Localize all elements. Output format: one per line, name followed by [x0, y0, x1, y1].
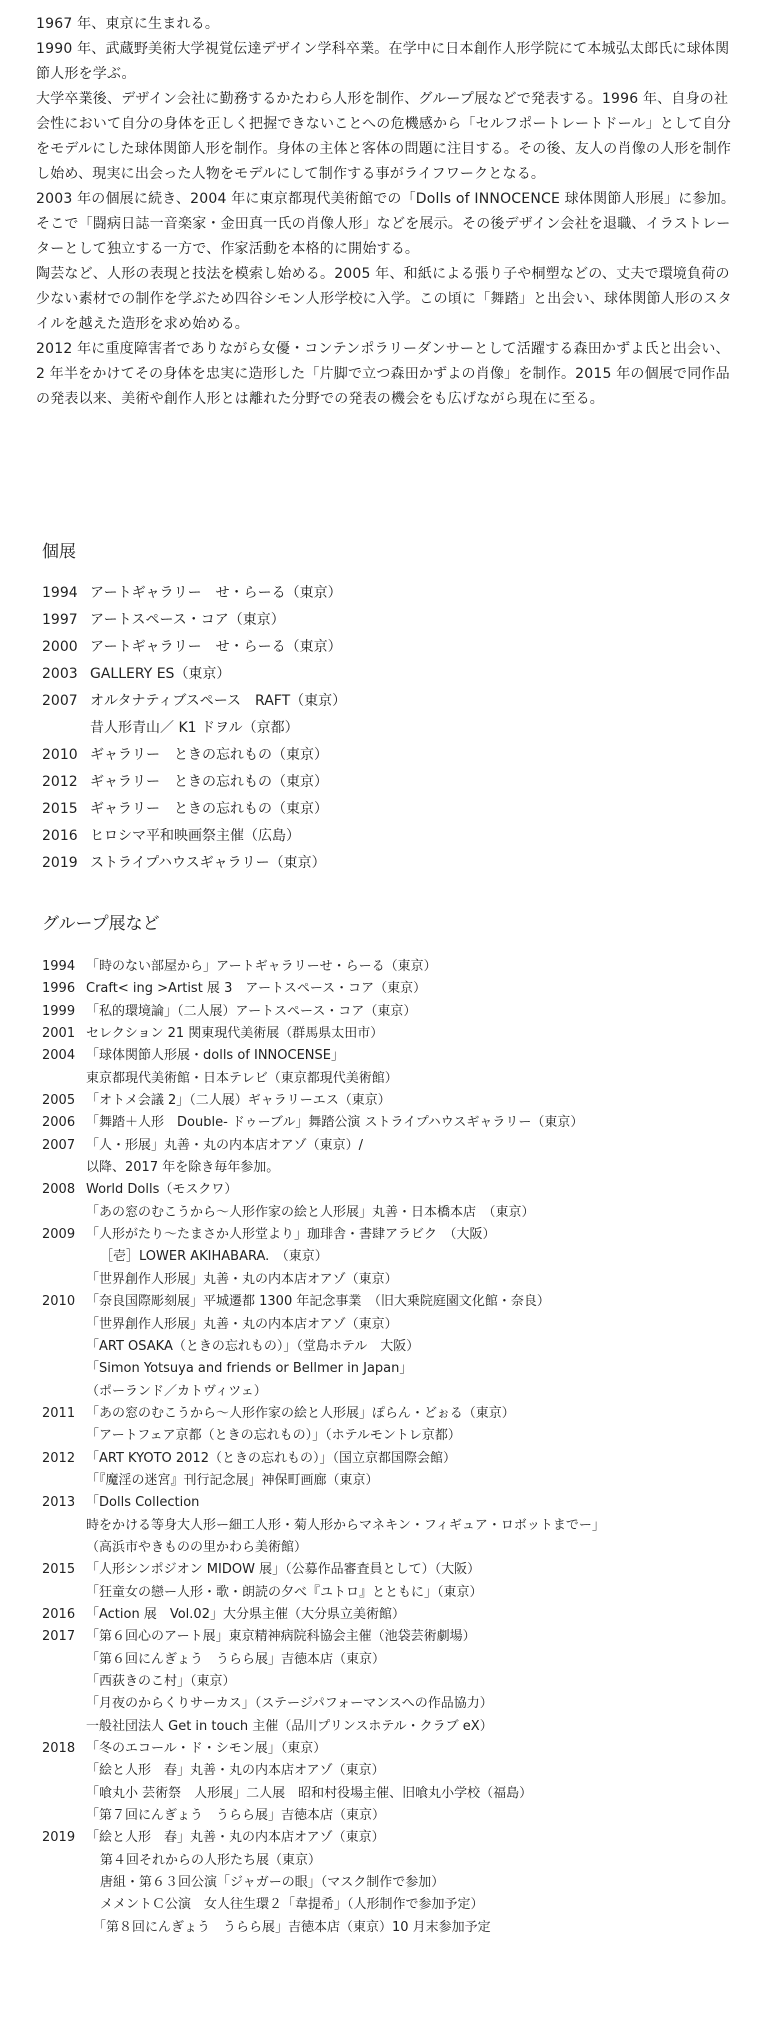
group-exhibition-row: [42, 1470, 742, 1492]
group-exhibition-row: [42, 1850, 742, 1872]
group-exhibition-row: [42, 1783, 742, 1805]
exhibition-title: 「喰丸小 芸術祭 人形展」二人展 昭和村役場主催、旧喰丸小学校（福島）: [86, 1785, 533, 1801]
group-exhibitions-list: [42, 956, 742, 1939]
exhibition-title: 「人・形展」丸善・丸の内本店オアゾ（東京）/: [86, 1137, 363, 1153]
group-exhibition-row: [42, 1515, 742, 1537]
group-exhibition-row: [42, 1626, 742, 1648]
exhibition-title: 「絵と人形 春」丸善・丸の内本店オアゾ（東京）: [86, 1763, 385, 1779]
group-exhibition-row: [42, 1827, 742, 1849]
exhibition-year: 2007: [42, 693, 78, 709]
exhibition-title: 以降、2017 年を除き毎年参加。: [86, 1160, 280, 1176]
solo-exhibition-row: [42, 607, 722, 634]
exhibition-title: 「『魔淫の迷宮』刊行記念展」神保町画廊（東京）: [86, 1472, 379, 1488]
bio-paragraph: 大学卒業後、デザイン会社に勤務するかたわら人形を制作、グループ展などで発表する。1996 年、自身の社会性において自分の身体を正しく把握できないことへの危機感から「セルフポートレートドール」として自分をモデルにした球体関節人形を制作。身体の主体と客体の問題に注目する。その後、友人の肖像の人形を制作し始め、現実に出会った人物をモデルにして制作する事がライフワークとなる。: [36, 91, 732, 182]
group-exhibition-row: [42, 1492, 742, 1514]
exhibition-year: [42, 1760, 86, 1782]
group-exhibition-row: [42, 1314, 742, 1336]
exhibition-year: [42, 1269, 86, 1291]
exhibition-title: 時をかける等身大人形ー細工人形・菊人形からマネキン・フィギュア・ロボットまでー」: [86, 1517, 605, 1533]
exhibition-title: ギャラリー ときの忘れもの（東京）: [90, 774, 328, 790]
exhibition-year: [42, 1805, 86, 1827]
solo-exhibition-row: [42, 634, 722, 661]
solo-exhibition-row: [42, 742, 722, 769]
group-exhibition-row: [42, 1157, 742, 1179]
exhibition-year: 2016: [42, 828, 78, 844]
solo-exhibition-row: [42, 715, 722, 742]
exhibition-year: [42, 1246, 86, 1268]
exhibition-title: ギャラリー ときの忘れもの（東京）: [90, 801, 328, 817]
exhibition-year: 1994: [42, 959, 76, 974]
exhibition-year: 2017: [42, 1629, 76, 1645]
exhibition-year: [42, 1470, 86, 1492]
exhibition-year: 2006: [42, 1115, 76, 1131]
biography: [36, 12, 736, 412]
group-exhibition-row: [42, 1090, 742, 1112]
exhibition-year: [42, 1582, 86, 1604]
exhibition-year: [42, 1872, 86, 1894]
exhibition-year: [42, 1381, 86, 1403]
exhibition-title: （ポーランド／カトヴィツェ）: [86, 1383, 267, 1399]
exhibition-title: 「第７回にんぎょう うらら展」吉徳本店（東京）: [86, 1808, 386, 1824]
solo-exhibition-row: [42, 688, 722, 715]
exhibition-title: 「時のない部屋から」アートギャラリーせ・らーる（東京）: [86, 959, 437, 974]
exhibition-year: 2019: [42, 855, 78, 871]
exhibition-title: 「西荻きのこ村」（東京）: [86, 1674, 236, 1689]
exhibition-year: 2011: [42, 1405, 76, 1421]
exhibition-title: アートギャラリー せ・らーる（東京）: [90, 639, 342, 655]
exhibition-title: 「Dolls Collection: [86, 1495, 200, 1511]
bio-paragraph: 2003 年の個展に続き、2004 年に東京都現代美術館での「Dolls of INNOCENCE 球体関節人形展」に参加。そこで「闘病日誌一音楽家・金田真一氏の肖像人形」などを展示。その後デザイン会社を退職、イラストレーターとして独立する一方で、作家活動を本格的に開始する。: [36, 191, 736, 257]
exhibition-title: ギャラリー ときの忘れもの（東京）: [90, 747, 328, 763]
exhibition-year: [42, 1157, 86, 1179]
exhibition-title: 「オトメ会議 2」（二人展）ギャラリーエス（東京）: [86, 1093, 391, 1109]
exhibition-title: 「Action 展 Vol.02」大分県主催（大分県立美術館）: [86, 1606, 405, 1622]
exhibition-title: Craft< ing >Artist 展 3 アートスペース・コア（東京）: [86, 981, 427, 997]
exhibition-year: 2005: [42, 1093, 76, 1109]
exhibition-year: [42, 1336, 86, 1358]
group-exhibition-row: [42, 1894, 742, 1916]
exhibition-title: 「第８回にんぎょう うらら展」吉徳本店（東京）10 月末参加予定: [93, 1919, 491, 1935]
group-exhibition-row: [42, 978, 742, 1000]
group-exhibition-row: [42, 1291, 742, 1313]
exhibition-year: 2010: [42, 1294, 76, 1310]
exhibition-year: 1996: [42, 981, 76, 997]
exhibition-title: 「ART OSAKA（ときの忘れもの）」（堂島ホテル 大阪）: [86, 1338, 420, 1354]
exhibition-year: 1999: [42, 1003, 76, 1019]
exhibition-title: GALLERY ES（東京）: [90, 666, 231, 682]
exhibition-title: 「奈良国際彫刻展」平城遷都 1300 年記念事業 （旧大乗院庭園文化館・奈良）: [86, 1294, 550, 1310]
exhibition-title: 「人形シンポジオン MIDOW 展」（公募作品審査員として）（大阪）: [86, 1562, 481, 1578]
group-exhibition-row: [42, 1582, 742, 1604]
exhibition-title: 「狂童女の戀ー人形・歌・朗読の夕べ『ユトロ』とともに」（東京）: [86, 1584, 483, 1600]
bio-paragraph: 2012 年に重度障害者でありながら女優・コンテンポラリーダンサーとして活躍する森田かずよ氏と出会い、2 年半をかけてその身体を忠実に造形した「片脚で立つ森田かずよの肖像」を制作。2015 年の個展で同作品の発表以来、美術や創作人形とは離れた分野での発表の機会をも広げながら現在に至る。: [36, 341, 730, 407]
exhibition-title: 「舞踏＋人形 Double- ドゥーブル」舞踏公演 ストライプハウスギャラリー（東京）: [86, 1115, 584, 1131]
group-exhibition-row: [42, 1671, 742, 1693]
exhibition-year: 2010: [42, 747, 78, 763]
exhibition-title: （高浜市やきものの里かわら美術館）: [86, 1539, 308, 1555]
group-exhibition-row: [42, 1559, 742, 1581]
exhibition-year: 2016: [42, 1606, 76, 1622]
exhibition-year: 2013: [42, 1495, 76, 1511]
group-exhibition-row: [42, 1537, 742, 1559]
group-exhibition-row: [42, 1179, 742, 1201]
solo-exhibition-row: [42, 823, 722, 850]
group-exhibition-row: [42, 1403, 742, 1425]
exhibition-title: 「あの窓のむこうから～人形作家の絵と人形展」丸善・日本橋本店 （東京）: [86, 1204, 535, 1220]
exhibition-year: [42, 1537, 86, 1559]
group-exhibition-row: [42, 1068, 742, 1090]
solo-exhibition-row: [42, 661, 722, 688]
group-exhibition-row: [42, 1738, 742, 1760]
exhibition-year: [42, 1358, 86, 1380]
group-exhibition-row: [42, 1425, 742, 1447]
group-exhibition-row: [42, 1649, 742, 1671]
exhibition-title: 「世界創作人形展」丸善・丸の内本店オアゾ（東京）: [86, 1271, 398, 1287]
group-exhibition-row: [42, 1246, 742, 1268]
exhibition-title: 「第６回心のアート展」東京精神病院科協会主催（池袋芸術劇場）: [86, 1629, 476, 1645]
exhibition-year: [42, 1671, 86, 1693]
group-exhibition-row: [42, 1760, 742, 1782]
bio-paragraph: 陶芸など、人形の表現と技法を模索し始める。2005 年、和紙による張り子や桐塑などの、丈夫で環境負荷の少ない素材での制作を学ぶため四谷シモン人形学校に入学。この頃に「舞踏」と出会い、球体関節人形のスタイルを越えた造形を求め始める。: [36, 266, 732, 332]
solo-exhibitions-list: [42, 580, 722, 877]
exhibition-year: [42, 1693, 86, 1715]
exhibition-year: 1997: [42, 612, 78, 628]
exhibition-year: 2019: [42, 1830, 76, 1846]
exhibition-title: 「Simon Yotsuya and friends or Bellmer in Japan」: [86, 1361, 413, 1377]
solo-exhibition-row: [42, 796, 722, 823]
group-exhibition-row: [42, 1135, 742, 1157]
exhibition-year: 2009: [42, 1227, 76, 1243]
exhibition-year: 2003: [42, 666, 78, 682]
group-exhibition-row: [42, 1045, 742, 1067]
exhibition-title: 「あの窓のむこうから～人形作家の絵と人形展」ぽらん・どぉる（東京）: [86, 1405, 515, 1421]
exhibition-title: 「私的環境論」（二人展）アートスペース・コア（東京）: [86, 1003, 417, 1019]
exhibition-year: [42, 1917, 86, 1939]
exhibition-title: World Dolls（モスクワ）: [86, 1182, 238, 1198]
exhibition-year: 2008: [42, 1182, 76, 1198]
group-exhibition-row: [42, 1269, 742, 1291]
group-exhibition-row: [42, 1001, 742, 1023]
exhibition-title: メメントＣ公演 女人往生環２「韋提希」（人形制作で参加予定）: [100, 1897, 484, 1913]
bio-paragraph: 1967 年、東京に生まれる。: [36, 16, 220, 32]
group-exhibition-row: [42, 1805, 742, 1827]
group-exhibition-row: [42, 1872, 742, 1894]
group-exhibition-row: [42, 1381, 742, 1403]
exhibition-title: ストライプハウスギャラリー（東京）: [90, 855, 326, 871]
exhibition-year: [42, 1515, 86, 1537]
group-exhibition-row: [42, 1716, 742, 1738]
exhibition-title: ヒロシマ平和映画祭主催（広島）: [90, 828, 300, 844]
group-exhibition-row: [42, 1448, 742, 1470]
solo-exhibition-row: [42, 769, 722, 796]
exhibition-title: 「冬のエコール・ド・シモン展」（東京）: [86, 1741, 327, 1757]
exhibition-title: 「アートフェア京都（ときの忘れもの）」（ホテルモントレ京都）: [86, 1428, 461, 1444]
exhibition-year: 2001: [42, 1026, 76, 1042]
exhibition-year: 2018: [42, 1741, 76, 1757]
exhibition-title: ［壱］LOWER AKIHABARA. （東京）: [100, 1249, 328, 1265]
exhibition-year: 2015: [42, 1562, 76, 1578]
exhibition-year: [42, 715, 90, 742]
exhibition-title: 「世界創作人形展」丸善・丸の内本店オアゾ（東京）: [86, 1316, 398, 1332]
exhibition-year: [42, 1314, 86, 1336]
exhibition-title: アートスペース・コア（東京）: [90, 612, 285, 628]
solo-exhibition-row: [42, 580, 722, 607]
group-exhibition-row: [42, 1023, 742, 1045]
exhibition-title: 「月夜のからくりサーカス」（ステージパフォーマンスへの作品協力）: [86, 1696, 493, 1712]
group-exhibition-row: [42, 1604, 742, 1626]
exhibition-year: 2000: [42, 639, 78, 655]
exhibition-title: 「ART KYOTO 2012（ときの忘れもの）」（国立京都国際会館）: [86, 1450, 456, 1466]
group-exhibition-row: [42, 1202, 742, 1224]
exhibition-title: アートギャラリー せ・らーる（東京）: [90, 585, 342, 601]
group-exhibition-row: [42, 1693, 742, 1715]
group-exhibition-row: [42, 1224, 742, 1246]
exhibition-year: 2012: [42, 774, 78, 790]
exhibition-title: 「第６回にんぎょう うらら展」吉徳本店（東京）: [86, 1651, 386, 1667]
exhibition-year: [42, 1850, 86, 1872]
solo-exhibition-row: [42, 850, 722, 877]
exhibition-year: [42, 1202, 86, 1224]
exhibition-title: 「球体関節人形展・dolls of INNOCENSE」: [86, 1048, 344, 1064]
exhibition-year: 2015: [42, 801, 78, 817]
exhibition-year: [42, 1068, 86, 1090]
group-exhibition-row: [42, 1358, 742, 1380]
exhibition-title: 昔人形青山／ K1 ドヲル（京都）: [90, 720, 299, 736]
group-exhibition-row: [42, 1336, 742, 1358]
exhibition-year: [42, 1649, 86, 1671]
exhibition-title: 「絵と人形 春」丸善・丸の内本店オアゾ（東京）: [86, 1830, 385, 1846]
exhibition-year: 1994: [42, 585, 78, 601]
exhibition-year: 2007: [42, 1137, 76, 1153]
exhibition-title: 第４回それからの人形たち展（東京）: [100, 1852, 322, 1868]
solo-exhibitions-heading: 個展: [42, 542, 76, 562]
exhibition-year: [42, 1716, 86, 1738]
exhibition-title: 東京都現代美術館・日本テレビ（東京都現代美術館）: [86, 1070, 398, 1086]
exhibition-title: 一般社団法人 Get in touch 主催（品川プリンスホテル・クラブ eX）: [86, 1718, 493, 1734]
exhibition-title: 唐組・第６３回公演「ジャガーの眼」（マスク制作で参加）: [100, 1875, 445, 1891]
group-exhibitions-heading: グループ展など: [42, 914, 160, 934]
exhibition-year: [42, 1425, 86, 1447]
exhibition-year: 2004: [42, 1048, 76, 1064]
group-exhibition-row: [42, 1917, 742, 1939]
group-exhibition-row: [42, 1112, 742, 1134]
group-exhibition-row: [42, 956, 742, 978]
bio-paragraph: 1990 年、武蔵野美術大学視覚伝達デザイン学科卒業。在学中に日本創作人形学院にて本城弘太郎氏に球体関節人形を学ぶ。: [36, 41, 730, 82]
exhibition-year: [42, 1783, 86, 1805]
exhibition-year: [42, 1894, 86, 1916]
exhibition-title: オルタナティブスペース RAFT（東京）: [90, 693, 347, 709]
exhibition-year: 2012: [42, 1450, 76, 1466]
exhibition-title: セレクション 21 関東現代美術展（群馬県太田市）: [86, 1026, 384, 1042]
exhibition-title: 「人形がたり～たまさか人形堂より」珈琲舎・書肆アラビク （大阪）: [86, 1227, 496, 1243]
